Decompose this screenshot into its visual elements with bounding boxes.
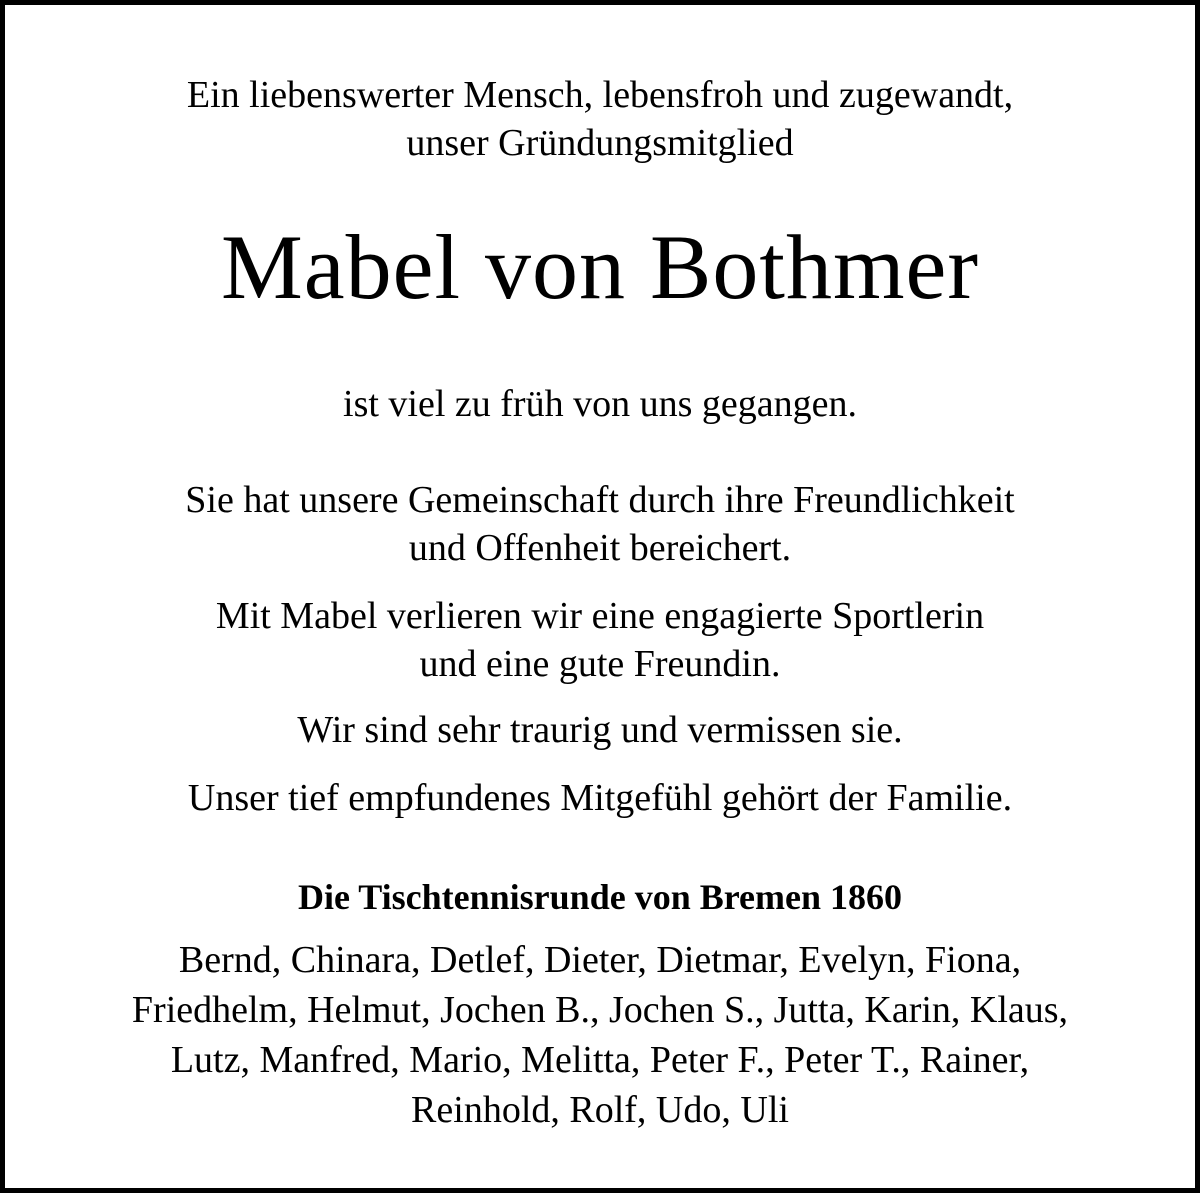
sympathy-line: Unser tief empfundenes Mitgefühl gehört der Familie. [187,777,1013,819]
passing-line: ist viel zu früh von uns gegangen. [343,383,857,425]
deceased-name: Mabel von Bothmer [221,216,979,318]
intro-line-1: Ein liebenswerter Mensch, lebensfroh und zugewandt, [186,74,1014,116]
members-line-3: Lutz, Manfred, Mario, Melitta, Peter F., Peter T., Rainer, [170,1039,1030,1081]
members-line-4: Reinhold, Rolf, Udo, Uli [411,1089,789,1131]
intro-line-2: unser Gründungsmitglied [406,122,794,164]
loss-line-2: und eine gute Freundin. [419,643,781,685]
sadness-line: Wir sind sehr traurig und vermissen sie. [297,709,903,751]
members-line-1: Bernd, Chinara, Detlef, Dieter, Dietmar, Evelyn, Fiona, [178,939,1022,981]
community-line-2: und Offenheit bereichert. [408,527,792,569]
members-line-2: Friedhelm, Helmut, Jochen B., Jochen S., Jutta, Karin, Klaus, [131,989,1069,1031]
community-line-1: Sie hat unsere Gemeinschaft durch ihre Freundlichkeit [185,479,1015,521]
loss-line-1: Mit Mabel verlieren wir eine engagierte Sportlerin [215,595,985,637]
signature-group: Die Tischtennisrunde von Bremen 1860 [297,877,903,917]
